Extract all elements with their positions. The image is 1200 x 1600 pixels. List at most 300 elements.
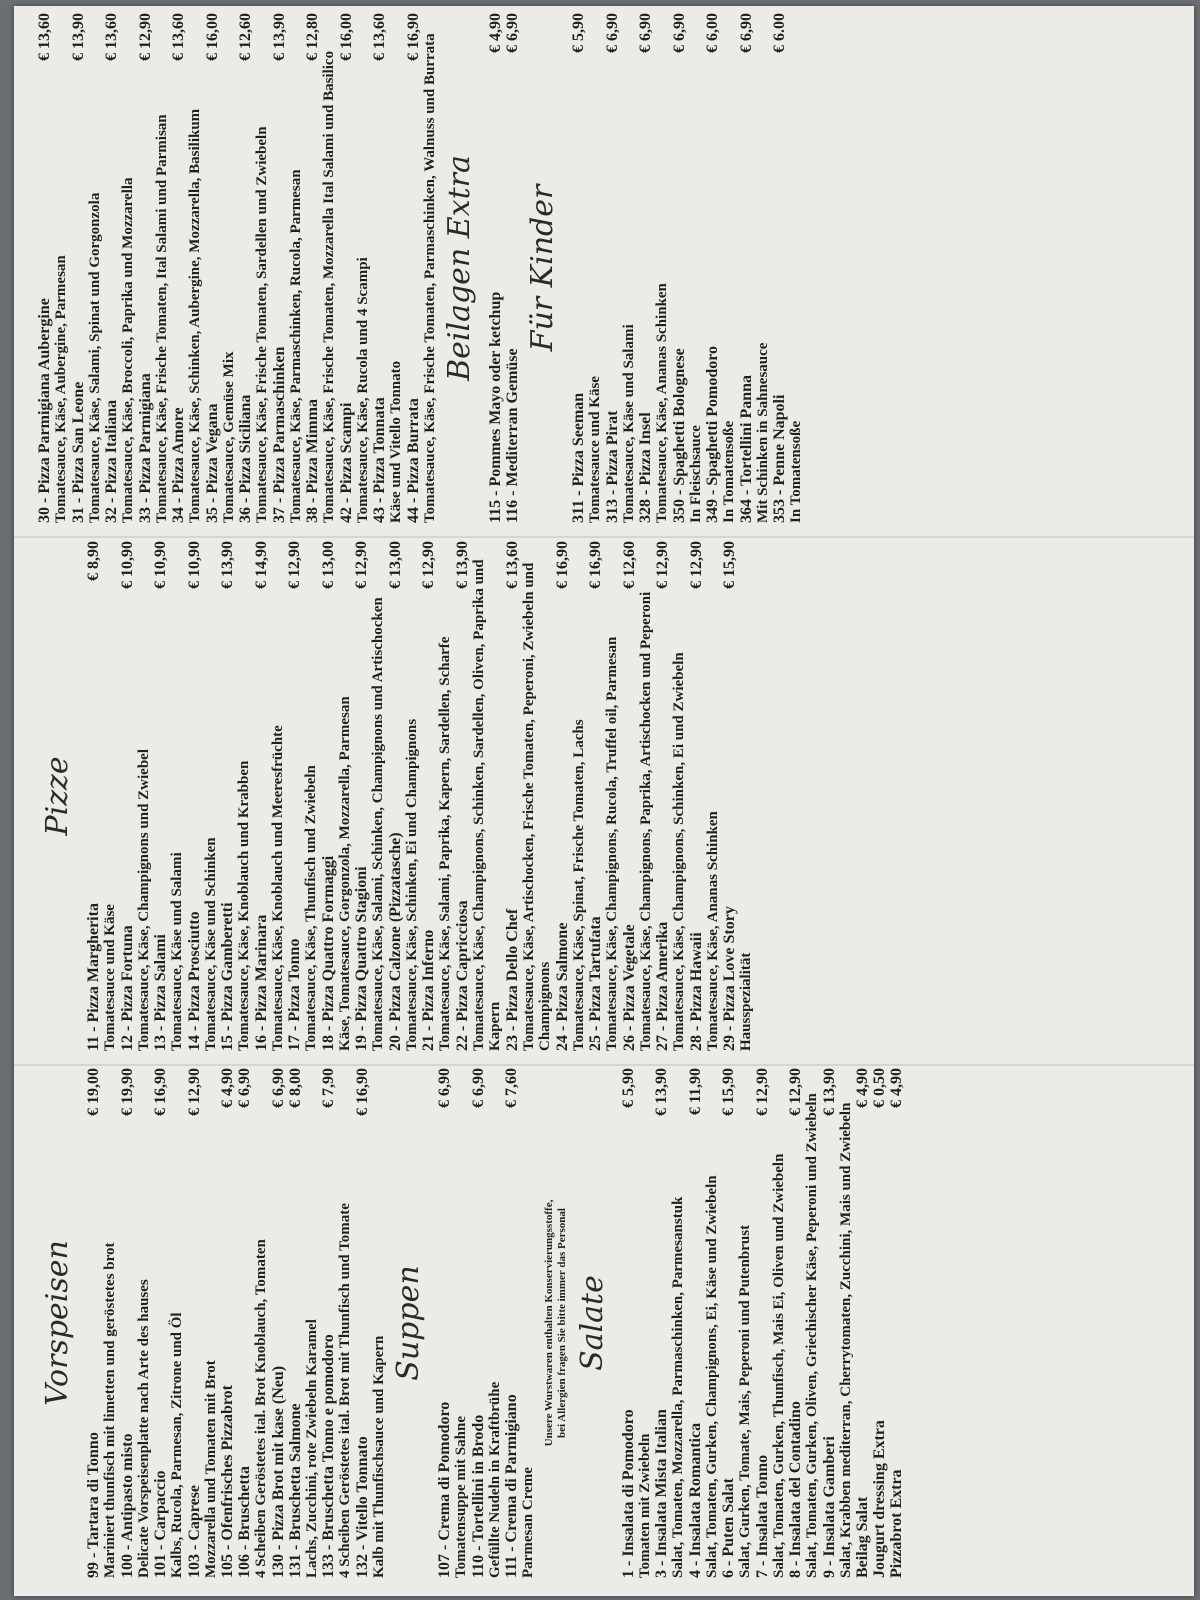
menu-item xyxy=(204,13,238,523)
menu-item-row xyxy=(604,13,621,523)
menu-item-description: Tomatesauce, Käse, Ananas Schinken xyxy=(704,811,721,1051)
menu-item-name: 13 - Pizza Salami xyxy=(152,934,169,1051)
menu-item-row xyxy=(621,541,638,1051)
menu-item-price: € 13,60 xyxy=(103,13,120,61)
menu-item xyxy=(604,13,638,523)
salate-list xyxy=(620,1068,906,1578)
menu-item-row xyxy=(270,1068,287,1578)
menu-item-row xyxy=(152,1068,169,1578)
section-title-vorspeisen: Vorspeisen xyxy=(40,1240,75,1406)
menu-item-row xyxy=(354,1068,371,1578)
menu-item-price: € 12,90 xyxy=(136,13,154,61)
menu-sheet xyxy=(14,6,1194,1596)
menu-item xyxy=(271,13,305,523)
menu-item-price: € 10,90 xyxy=(118,541,136,589)
menu-column-2 xyxy=(36,541,755,1051)
menu-item xyxy=(871,1068,888,1578)
menu-item xyxy=(103,13,137,523)
menu-item-name: 24 - Pizza Salmone xyxy=(553,922,571,1051)
menu-item xyxy=(771,13,805,523)
menu-item xyxy=(36,13,70,523)
menu-item xyxy=(353,541,387,1051)
menu-item-row xyxy=(85,541,102,1051)
menu-item-row xyxy=(570,13,587,523)
menu-item-description: Salat, Tomaten, Gurken, Thunfisch, Mais Ei, Oliven und Zwiebeln xyxy=(770,1153,787,1578)
menu-item-description: Mozzarella und Tomaten mit Brot xyxy=(202,1360,219,1578)
menu-item-price: € 7,90 xyxy=(320,1068,337,1108)
menu-item-row xyxy=(654,541,671,1051)
menu-item xyxy=(320,541,354,1051)
menu-item-name: 101 - Carpaccio xyxy=(152,1470,169,1578)
menu-item-price: € 19,00 xyxy=(85,1068,102,1116)
menu-item-row xyxy=(653,1068,670,1578)
menu-item-description: Tomatesauce, Käse, Champignons und Zwiebel xyxy=(135,749,152,1051)
menu-item-price: € 13,60 xyxy=(503,541,521,589)
menu-item-row xyxy=(888,1068,905,1578)
menu-item-description: Gefüllte Nudeln in Kraftbrühe xyxy=(486,1381,503,1578)
menu-item xyxy=(119,1068,153,1578)
suppen-list xyxy=(436,1068,537,1578)
section-title-salate: Salate xyxy=(574,1275,610,1371)
menu-item-price: € 4,90 xyxy=(888,1068,905,1108)
menu-item xyxy=(487,13,504,523)
menu-item-description: Tomatensuppe mit Sahne xyxy=(453,1416,469,1578)
menu-item-price: € 12,60 xyxy=(620,541,638,589)
menu-item-row xyxy=(504,13,521,523)
menu-item-description: Mariniert thunfisch mit limetten und geröstetes brot xyxy=(102,1242,118,1578)
menu-item xyxy=(236,1068,270,1578)
menu-item-name: Beilag Salat xyxy=(854,1496,871,1578)
menu-item xyxy=(85,1068,119,1578)
menu-item-row xyxy=(554,541,571,1051)
menu-item-row xyxy=(85,1068,102,1578)
menu-item-row xyxy=(236,1068,253,1578)
menu-item-name: 105 - Ofenfrisches Pizzabrot xyxy=(219,1385,236,1578)
menu-item xyxy=(503,1068,537,1578)
menu-item-row xyxy=(720,1068,737,1578)
menu-item-name: 31 - Pizza San Leone xyxy=(69,381,87,523)
menu-item-name: 110 - Tortellini in Brodo xyxy=(469,1414,487,1578)
menu-item-name: 100 - Antipasto misto xyxy=(118,1433,136,1578)
menu-item-row xyxy=(637,13,654,523)
menu-item-row xyxy=(787,1068,804,1578)
menu-item-description: Salat, Tomaten, Gurken, Oliven, Griechischer Käse, Peperoni und Zwiebeln xyxy=(804,1093,820,1578)
menu-item-row xyxy=(420,541,437,1051)
beilagen-list xyxy=(487,13,521,523)
menu-item-name: 16 - Pizza Marinara xyxy=(252,914,270,1051)
menu-item-row xyxy=(688,541,705,1051)
menu-item-description: Tomatesauce, Käse, Knoblauch und Krabben xyxy=(236,760,252,1051)
menu-item-row xyxy=(671,13,688,523)
section-title-suppen: Suppen xyxy=(391,1265,426,1381)
allergy-note xyxy=(543,1068,569,1578)
menu-item-name: 25 - Pizza Tartufata xyxy=(587,916,604,1051)
menu-item-price: € 14,90 xyxy=(252,541,270,589)
menu-item-row xyxy=(854,1068,871,1578)
menu-item-price: € 6,90 xyxy=(436,1068,453,1108)
menu-item-name: 21 - Pizza Inferno xyxy=(420,929,437,1051)
menu-item-name: 7 - Insalata Tonno xyxy=(753,1454,771,1578)
menu-item-description: Tomatesauce, Käse, Artischocken, Frische Tomaten, Peperoni, Zwiebeln und Champignons xyxy=(520,562,553,1051)
menu-item-price: € 6.00 xyxy=(771,13,788,53)
menu-item-name: 132 - Vitello Tonnato xyxy=(353,1436,371,1578)
menu-item-price: € 12,90 xyxy=(353,541,370,589)
menu-item xyxy=(219,541,253,1051)
menu-item-description: Tomatesauce, Käse, Thunfisch und Zwiebeln xyxy=(303,765,319,1051)
menu-item-price: € 12,90 xyxy=(185,1068,203,1116)
menu-item-name: 18 - Pizza Quattro Formaggi xyxy=(319,855,337,1051)
menu-item-description: Tomatesauce, Käse und Salami xyxy=(620,324,637,523)
menu-item-name: 38 - Pizza Mimma xyxy=(304,399,321,523)
menu-item-price: € 7,60 xyxy=(503,1068,520,1108)
menu-item-name: 22 - Pizza Capricciosa xyxy=(453,900,471,1051)
menu-item-price: € 13,60 xyxy=(36,13,53,61)
menu-item-description: Hausspezialität xyxy=(738,952,754,1051)
menu-item-row xyxy=(704,13,721,523)
menu-item-price: € 6,90 xyxy=(603,13,621,53)
menu-item xyxy=(287,1068,321,1578)
section-title-beilagen: Beilagen Extra xyxy=(442,155,477,381)
menu-column-1 xyxy=(36,1068,905,1578)
menu-item-name: 14 - Pizza Prosciutto xyxy=(185,911,203,1051)
menu-item-name: 26 - Pizza Vegetale xyxy=(620,924,638,1051)
menu-item-price: € 0,50 xyxy=(871,1068,888,1108)
menu-item-name: 311 - Pizza Seeman xyxy=(570,392,587,523)
menu-item xyxy=(286,541,320,1051)
menu-item-price: € 10,90 xyxy=(185,541,203,589)
menu-item-price: € 16,90 xyxy=(553,541,571,589)
menu-item-price: € 16,90 xyxy=(353,1068,371,1116)
menu-item xyxy=(671,13,705,523)
menu-item-price: € 6,90 xyxy=(737,13,755,53)
menu-item-name: 131 - Bruschetta Salmone xyxy=(286,1403,304,1578)
menu-item-row xyxy=(219,541,236,1051)
menu-item-description: Tomatesauce und Käse xyxy=(102,904,118,1051)
menu-item-row xyxy=(436,1068,453,1578)
menu-item xyxy=(554,541,588,1051)
menu-item-price: € 11,90 xyxy=(686,1068,704,1116)
pizze-cont-list xyxy=(36,13,438,523)
menu-item-name: 111 - Crema di Parmigiano xyxy=(503,1394,520,1578)
menu-item-description: Tomatesauce, Käse, Champignons, Schinken, Ei und Zwiebeln xyxy=(671,652,687,1051)
menu-item-name: 42 - Pizza Scampi xyxy=(337,402,355,523)
menu-item-description: Tomatesauce, Käse, Champignons, Schinken, Sardellen, Oliven, Paprika und Kapern xyxy=(470,559,503,1051)
menu-item-price: € 13,90 xyxy=(653,1068,670,1116)
menu-item-description: In Tomatensoße xyxy=(721,420,737,523)
menu-item-row xyxy=(721,541,738,1051)
menu-item-name: 12 - Pizza Fortuna xyxy=(118,925,136,1051)
menu-item-name: 328 - Pizza Insel xyxy=(637,412,654,523)
menu-column-3 xyxy=(36,13,805,523)
menu-item xyxy=(637,13,671,523)
section-title-kinder: Für Kinder xyxy=(525,184,560,352)
menu-item-name: 107 - Crema di Pomodoro xyxy=(436,1401,453,1578)
menu-item-row xyxy=(253,541,270,1051)
menu-item-row xyxy=(286,541,303,1051)
menu-item-row xyxy=(338,13,355,523)
menu-item xyxy=(170,13,204,523)
menu-item-name: 17 - Pizza Tonno xyxy=(286,938,303,1051)
menu-item-description: Tomatesauce, Käse und Schinken xyxy=(202,837,219,1051)
menu-item-price: € 12,90 xyxy=(753,1068,771,1116)
menu-item-price: € 6,90 xyxy=(670,13,688,53)
menu-item-description: Käse und Vitello Tonnato xyxy=(388,360,404,523)
menu-item-name: 23 - Pizza Dello Chef xyxy=(503,908,521,1051)
menu-item-row xyxy=(387,541,404,1051)
menu-item-row xyxy=(152,541,169,1051)
menu-item-row xyxy=(871,1068,888,1578)
menu-item-row xyxy=(186,541,203,1051)
menu-item-row xyxy=(503,1068,520,1578)
menu-item-description: Kalbs, Rucola, Parmesan, Zitrone und Öl xyxy=(169,1312,185,1578)
menu-item-name: 350 - Spaghetti Bolognese xyxy=(670,348,688,523)
menu-item-name: 8 - Insalata del Contadino xyxy=(787,1401,804,1578)
menu-item xyxy=(152,541,186,1051)
menu-item xyxy=(354,1068,388,1578)
menu-item-price: € 15,90 xyxy=(721,541,738,589)
menu-item-name: 103 - Caprese xyxy=(185,1484,203,1578)
menu-item xyxy=(304,13,338,523)
vorspeisen-list xyxy=(85,1068,387,1578)
menu-item-row xyxy=(271,13,288,523)
menu-item-description: Salat, Krabben mediterran, Cherrytomaten, Zucchini, Mais und Zwiebeln xyxy=(837,1102,854,1578)
menu-item-price: € 13,90 xyxy=(219,541,236,589)
menu-item-description: Delicate Vorspeisenplatte nach Arte des hauses xyxy=(135,1279,152,1578)
menu-item-name: 34 - Pizza Amore xyxy=(170,407,187,523)
menu-item-name: 32 - Pizza Italiana xyxy=(103,399,120,523)
menu-item-price: € 4,90 xyxy=(854,1068,871,1108)
menu-item-price: € 16,00 xyxy=(337,13,355,61)
menu-item-name: 30 - Pizza Parmigiana Aubergine xyxy=(36,298,53,523)
menu-item-description: Tomatesauce, Käse, Schinken, Ei und Champignons xyxy=(403,718,420,1051)
menu-item-row xyxy=(487,13,504,523)
menu-item-name: 36 - Pizza Siciliana xyxy=(237,394,254,523)
menu-item-row xyxy=(353,541,370,1051)
menu-item-name: 313 - Pizza Pirat xyxy=(603,410,621,523)
menu-item-price: € 6,90 xyxy=(469,1068,487,1108)
menu-item-price: € 13,00 xyxy=(386,541,404,589)
menu-item-row xyxy=(738,13,755,523)
menu-item-price: € 6,90 xyxy=(504,13,521,53)
menu-item xyxy=(152,1068,186,1578)
menu-item-row xyxy=(504,541,521,1051)
menu-item-row xyxy=(204,13,221,523)
menu-item-row xyxy=(587,541,604,1051)
menu-item-row xyxy=(119,541,136,1051)
menu-item-description: In Tomatensoße xyxy=(788,420,804,523)
pizze-list xyxy=(85,541,755,1051)
menu-item xyxy=(721,541,755,1051)
menu-item-description: Tomatesauce, Gemüse Mix xyxy=(220,351,237,523)
menu-item-name: 20 - Pizza Calzone (Pizzatasche) xyxy=(386,832,404,1051)
menu-item xyxy=(504,541,554,1051)
menu-item-name: 28 - Pizza Hawaii xyxy=(687,932,705,1051)
menu-item-price: € 12,90 xyxy=(787,1068,804,1116)
menu-item-name: 99 - Tartara di Tonno xyxy=(85,1432,102,1578)
menu-item-description: Tomatesauce, Käse, Champignons, Rucola, Truffel oil, Parmesan xyxy=(604,636,620,1051)
menu-item-price: € 12,90 xyxy=(420,541,437,589)
menu-item-description: Lachs, Zucchini, rote Zwiebeln Karamel xyxy=(303,1319,320,1578)
menu-item xyxy=(504,13,521,523)
menu-item-description: Tomatesauce, Käse, Frische Tomaten, Ital Salami und Parmisan xyxy=(153,114,170,523)
menu-item-name: 37 - Pizza Parmaschinken xyxy=(270,346,288,523)
allergy-note-line: Unsere Wurstwaren enthalten Konservierungsstoffe, xyxy=(542,1199,555,1447)
menu-item xyxy=(119,541,153,1051)
menu-item-name: 364 - Tortellini Panna xyxy=(737,374,755,523)
menu-item-name: 349 - Spaghetti Pomodoro xyxy=(704,345,721,523)
menu-item xyxy=(754,1068,788,1578)
menu-item-name: 15 - Pizza Gamberetti xyxy=(219,902,236,1051)
menu-item-name: 116 - Mediterran Gemüse xyxy=(504,348,521,523)
menu-item-description: Tomatesauce, Käse, Ananas Schinken xyxy=(654,283,670,523)
menu-item-price: € 13,60 xyxy=(371,13,388,61)
menu-item-description: Mit Schinken in Sahnesauce xyxy=(754,342,771,523)
menu-item xyxy=(787,1068,821,1578)
menu-item-name: 19 - Pizza Quattro Stagioni xyxy=(353,866,370,1051)
menu-item-row xyxy=(219,1068,236,1578)
menu-item xyxy=(454,541,504,1051)
menu-item-price: € 13,00 xyxy=(319,541,337,589)
menu-item xyxy=(587,541,621,1051)
menu-item xyxy=(687,1068,721,1578)
menu-item xyxy=(470,1068,504,1578)
menu-item xyxy=(186,1068,220,1578)
menu-item xyxy=(620,1068,654,1578)
menu-item-price: € 8,00 xyxy=(286,1068,304,1108)
menu-content xyxy=(14,6,1194,1596)
menu-item-description: Tomatesauce, Käse und Salami xyxy=(169,852,185,1051)
menu-item-row xyxy=(170,13,187,523)
menu-item-price: € 6,90 xyxy=(236,1068,253,1108)
menu-item xyxy=(688,541,722,1051)
menu-item-price: € 13,60 xyxy=(170,13,187,61)
menu-item-description: Tomatesauce, Käse, Salami, Spinat und Gorgonzola xyxy=(86,192,103,523)
menu-item xyxy=(888,1068,905,1578)
menu-item xyxy=(237,13,271,523)
menu-item-description: Tomatesauce, Käse, Aubergine, Parmesan xyxy=(53,255,69,523)
menu-item-price: € 10,90 xyxy=(152,541,169,589)
allergy-note-line: bei Allergien fragen Sie bitte immer das Personal xyxy=(555,1208,568,1438)
menu-item-price: € 6,00 xyxy=(704,13,721,53)
menu-item-name: 106 - Bruschetta xyxy=(236,1466,253,1578)
menu-item-price: € 13,90 xyxy=(270,13,288,61)
menu-item-description: Parmesan Creme xyxy=(520,1467,536,1578)
menu-item xyxy=(436,1068,470,1578)
menu-item-row xyxy=(454,541,471,1051)
menu-item-description: Tomatesauce, Käse, Spinat, Frische Tomaten, Lachs xyxy=(570,719,587,1051)
menu-item-row xyxy=(371,13,388,523)
menu-item-row xyxy=(470,1068,487,1578)
menu-item-description: Tomatesauce, Käse, Frische Tomaten, Mozzarella Ital Salami und Basilico xyxy=(321,50,337,523)
menu-item xyxy=(720,1068,754,1578)
menu-item xyxy=(405,13,439,523)
menu-item-price: € 16,90 xyxy=(404,13,422,61)
menu-item-name: 9 - Insalata Gamberi xyxy=(820,1436,838,1578)
menu-item xyxy=(621,541,655,1051)
menu-item-price: € 12,90 xyxy=(286,541,303,589)
menu-item-description: Tomaten mit Zwiebeln xyxy=(636,1433,653,1578)
menu-item xyxy=(821,1068,855,1578)
menu-item xyxy=(654,541,688,1051)
menu-item xyxy=(219,1068,236,1578)
menu-item-price: € 13,90 xyxy=(453,541,471,589)
menu-item-price: € 6,90 xyxy=(637,13,654,53)
menu-item xyxy=(570,13,604,523)
menu-item-price: € 5,90 xyxy=(619,1068,637,1108)
menu-item-name: 44 - Pizza Burrata xyxy=(404,398,422,523)
menu-item-row xyxy=(36,13,53,523)
menu-item-price: € 16,90 xyxy=(587,541,604,589)
menu-item-description: Tomatesauce und Käse xyxy=(587,376,603,523)
menu-item-row xyxy=(320,541,337,1051)
menu-item-name: 115 - Pommes Mayo oder ketchup xyxy=(487,291,504,523)
menu-item-name: 11 - Pizza Margherita xyxy=(85,903,102,1051)
menu-item-description: Tomatesauce, Käse, Rucola und 4 Scampi xyxy=(354,257,371,523)
menu-item-name: 29 - Pizza Love Story xyxy=(721,906,738,1051)
menu-item-name: 1 - Insalata di Pomodoro xyxy=(619,1409,637,1578)
menu-item-row xyxy=(771,13,788,523)
menu-item-price: € 5,90 xyxy=(570,13,587,53)
menu-item-description: Tomatesauce, Käse, Knoblauch und Meeresfrüchte xyxy=(269,725,286,1051)
menu-item-price: € 12,80 xyxy=(304,13,321,61)
menu-item-row xyxy=(137,13,154,523)
menu-item-description: Tomatesauce, Käse, Parmaschinken, Rucola, Parmesan xyxy=(287,169,304,523)
menu-item-row xyxy=(119,1068,136,1578)
menu-item-description: Käse, Tomatesauce, Gorgonzola, Mozzarella, Parmesan xyxy=(336,696,353,1051)
menu-item-price: € 19,90 xyxy=(118,1068,136,1116)
menu-item-row xyxy=(186,1068,203,1578)
menu-item-price: € 4,90 xyxy=(487,13,504,53)
menu-item-price: € 16,00 xyxy=(203,13,221,61)
menu-item xyxy=(738,13,772,523)
menu-item-row xyxy=(304,13,321,523)
menu-item xyxy=(186,541,220,1051)
menu-item-price: € 12,90 xyxy=(687,541,705,589)
menu-item xyxy=(137,13,171,523)
menu-item-description: 4 Scheiben Geröstetes ital. Brot Knoblauch, Tomaten xyxy=(253,1239,269,1578)
menu-item-name: 43 - Pizza Tonnata xyxy=(371,397,388,523)
menu-item-row xyxy=(237,13,254,523)
menu-item xyxy=(253,541,287,1051)
menu-item xyxy=(70,13,104,523)
menu-item-name: 4 - Insalata Romantica xyxy=(686,1422,704,1578)
menu-item xyxy=(420,541,454,1051)
menu-item xyxy=(270,1068,287,1578)
menu-item-description: Salat, Gurken, Tomate, Mais, Peperoni und Putenbrust xyxy=(737,1224,753,1578)
menu-item-price: € 15,90 xyxy=(720,1068,737,1116)
menu-item-name: 35 - Pizza Vegana xyxy=(203,403,221,523)
menu-item-price: € 6,90 xyxy=(269,1068,287,1108)
menu-item-name: 6 - Puten Salat xyxy=(720,1478,737,1578)
menu-item-description: Tomatesauce, Käse, Champignons, Paprika, Artischocken und Peperoni xyxy=(637,591,654,1051)
menu-item xyxy=(320,1068,354,1578)
menu-item-description: Tomatesauce, Käse, Schinken, Aubergine, Mozzarella, Basilikum xyxy=(187,108,203,523)
menu-item-description: Tomatesauce, Käse, Salami, Paprika, Kapern, Sardellen, Scharfe xyxy=(437,636,453,1051)
menu-item-price: € 13,90 xyxy=(820,1068,838,1116)
menu-item xyxy=(85,541,119,1051)
menu-item xyxy=(653,1068,687,1578)
menu-item-name: 353 - Penne Napoli xyxy=(771,394,788,523)
menu-item-description: Salat, Tomaten, Gurken, Champignons, Ei, Käse und Zwiebeln xyxy=(703,1175,720,1578)
menu-item-description: Kalb mit Thunfischsauce und Kapern xyxy=(370,1335,387,1578)
menu-item-name: 33 - Pizza Parmigiana xyxy=(136,373,154,523)
menu-item xyxy=(854,1068,871,1578)
menu-item-price: € 13,90 xyxy=(69,13,87,61)
menu-item-row xyxy=(103,13,120,523)
menu-item-row xyxy=(287,1068,304,1578)
menu-item xyxy=(387,541,421,1051)
menu-item xyxy=(704,13,738,523)
